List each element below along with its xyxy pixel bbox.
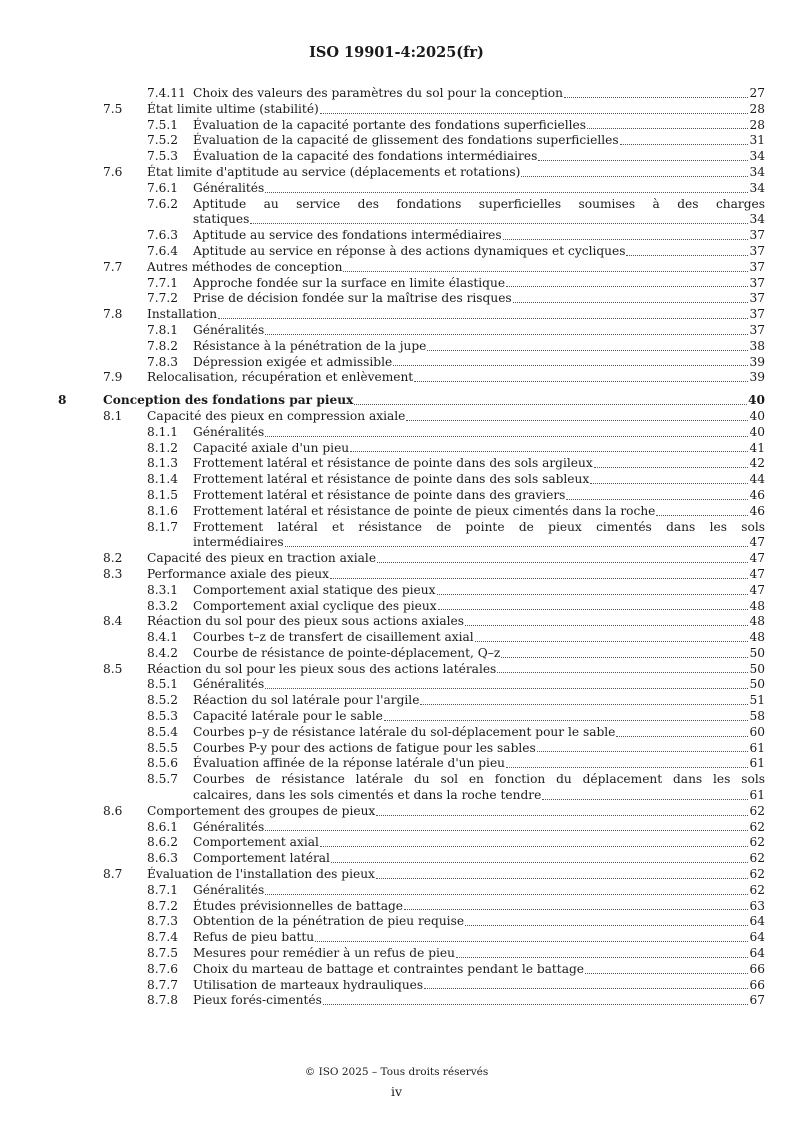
toc-entry-page: 27	[749, 86, 765, 100]
dot-leader	[465, 625, 748, 626]
toc-entry-page: 39	[749, 354, 765, 369]
toc-entry-number: 8.5.6	[147, 756, 179, 771]
toc-entry-page: 41	[749, 440, 765, 455]
toc-entry-title: Comportement axial cyclique des pieux	[193, 598, 437, 613]
dot-leader	[330, 578, 748, 579]
toc-entry-page: 37	[749, 307, 765, 322]
toc-entry-page: 62	[749, 835, 765, 850]
toc-entry-page: 66	[749, 961, 765, 976]
toc-entry-page: 28	[749, 117, 765, 132]
dot-leader	[506, 767, 748, 768]
toc-entry-number: 8.7.3	[147, 914, 179, 929]
toc-entry[interactable]	[0, 614, 793, 630]
toc-entry-page: 50	[749, 661, 765, 676]
toc-entry[interactable]	[0, 914, 793, 930]
toc-entry-page: 47	[749, 566, 765, 581]
dot-leader	[343, 271, 748, 272]
toc-entry-page: 47	[749, 535, 765, 550]
page-number: iv	[390, 1084, 403, 1099]
toc-entry-page: 67	[749, 993, 765, 1008]
toc-entry-title: Généralités	[193, 819, 265, 834]
toc-entry-number: 7.6.3	[147, 228, 179, 243]
toc-entry-title: Capacité des pieux en traction axiale	[147, 551, 377, 566]
toc-entry-title: Aptitude au service des fondations intermédiaires	[193, 228, 502, 243]
toc-entry-page: 62	[749, 851, 765, 866]
toc-entry-number: 7.8.2	[147, 338, 179, 353]
toc-entry-number: 7.7	[103, 259, 123, 274]
toc-entry-title: Pieux forés-cimentés	[193, 993, 322, 1008]
toc-entry-page: 62	[749, 803, 765, 818]
toc-entry-title: État limite ultime (stabilité)	[147, 101, 319, 116]
toc-entry-page: 46	[749, 503, 765, 518]
toc-entry-title: Capacité des pieux en compression axiale	[147, 408, 406, 423]
toc-entry-page: 37	[749, 291, 765, 306]
toc-entry-number: 7.8	[103, 307, 123, 322]
toc-entry-number: 7.8.1	[147, 322, 179, 337]
toc-entry-page: 61	[749, 740, 765, 755]
dot-leader	[265, 192, 748, 193]
toc-entry-title: Approche fondée sur la surface en limite élastique	[193, 275, 506, 290]
dot-leader	[456, 957, 749, 958]
toc-entry-number: 8.7.5	[147, 946, 179, 961]
toc-entry[interactable]	[0, 993, 793, 1009]
toc-entry-title: Réaction du sol latérale pour l'argile	[193, 693, 420, 708]
toc-entry-number: 8.4.2	[147, 645, 179, 660]
dot-leader	[331, 862, 749, 863]
toc-entry-number: 8.7.4	[147, 930, 179, 945]
toc-entry[interactable]	[0, 133, 793, 149]
dot-leader	[250, 223, 748, 224]
dot-leader	[265, 436, 748, 437]
dot-leader	[566, 499, 748, 500]
toc-entry[interactable]	[0, 307, 793, 323]
dot-leader	[285, 546, 749, 547]
dot-leader	[501, 657, 748, 658]
toc-entry-title: Comportement des groupes de pieux	[147, 803, 376, 818]
toc-entry-title: Courbes de résistance latérale du sol en fonction du déplacement dans les sols	[193, 772, 765, 787]
toc-entry-title: Évaluation de l'installation des pieux	[147, 867, 375, 882]
toc-entry-number: 7.4.11	[147, 86, 186, 100]
dot-leader	[265, 894, 748, 895]
dot-leader	[323, 1004, 749, 1005]
toc-entry-number: 8	[58, 393, 67, 408]
toc-entry-page: 48	[749, 598, 765, 613]
toc-entry[interactable]	[0, 118, 793, 134]
toc-entry-page: 61	[749, 756, 765, 771]
toc-entry-page: 62	[749, 819, 765, 834]
toc-entry-title: Généralités	[193, 882, 265, 897]
toc-entry[interactable]	[0, 291, 793, 307]
toc-entry-page: 61	[749, 788, 765, 803]
toc-entry[interactable]	[0, 181, 793, 197]
toc-entry-number: 7.5.1	[147, 117, 179, 132]
toc-entry[interactable]	[0, 978, 793, 994]
toc-entry-number: 7.6	[103, 164, 123, 179]
toc-entry[interactable]	[0, 772, 793, 804]
toc-entry-page: 37	[749, 259, 765, 274]
toc-entry[interactable]	[0, 228, 793, 244]
toc-entry-number: 8.3.1	[147, 582, 179, 597]
toc-entry-number: 8.6.2	[147, 835, 179, 850]
toc-entry[interactable]	[0, 520, 793, 552]
toc-entry-title: Aptitude au service des fondations superficielles soumises à des charges	[193, 196, 765, 211]
dot-leader	[265, 688, 748, 689]
dot-leader	[521, 176, 748, 177]
dot-leader	[465, 925, 748, 926]
toc-entry-number: 8.7	[103, 867, 123, 882]
toc-entry-title: Évaluation de la capacité portante des fondations superficielles	[193, 117, 586, 132]
document-header: ISO 19901-4:2025(fr)	[309, 44, 484, 61]
toc-entry-title: Obtention de la pénétration de pieu requise	[193, 914, 465, 929]
toc-entry[interactable]	[0, 867, 793, 883]
toc-entry-title: Généralités	[193, 322, 265, 337]
toc-entry-number: 8.1.6	[147, 503, 179, 518]
toc-entry-title: statiques	[193, 212, 250, 227]
toc-entry[interactable]	[0, 709, 793, 725]
toc-entry-number: 8.3.2	[147, 598, 179, 613]
toc-entry-page: 47	[749, 582, 765, 597]
toc-entry[interactable]	[0, 583, 793, 599]
dot-leader	[376, 878, 749, 879]
toc-entry-number: 8.6.1	[147, 819, 179, 834]
toc-entry[interactable]	[0, 725, 793, 741]
toc-entry-number: 8.4.1	[147, 630, 179, 645]
toc-entry[interactable]	[0, 693, 793, 709]
toc-entry-title: Comportement latéral	[193, 851, 330, 866]
dot-leader	[315, 941, 748, 942]
dot-leader	[406, 420, 748, 421]
dot-leader	[538, 160, 748, 161]
toc-entry-number: 8.5	[103, 661, 123, 676]
toc-entry-number: 8.5.1	[147, 677, 179, 692]
toc-entry-title: Aptitude au service en réponse à des actions dynamiques et cycliques	[193, 243, 626, 258]
toc-entry-title: Généralités	[193, 677, 265, 692]
toc-entry-title: Dépression exigée et admissible	[193, 354, 393, 369]
toc-entry[interactable]	[0, 165, 793, 181]
toc-entry[interactable]	[0, 456, 793, 472]
dot-leader	[513, 302, 749, 303]
toc-entry-title: Généralités	[193, 424, 265, 439]
toc-entry[interactable]	[0, 567, 793, 583]
dot-leader	[218, 318, 748, 319]
dot-leader	[656, 515, 748, 516]
toc-entry-number: 8.1.7	[147, 519, 179, 534]
toc-entry[interactable]	[0, 488, 793, 504]
dot-leader	[420, 704, 748, 705]
toc-entry-number: 7.6.4	[147, 243, 179, 258]
toc-entry-number: 8.7.6	[147, 961, 179, 976]
toc-entry-title: Relocalisation, récupération et enlèvement	[147, 370, 414, 385]
toc-entry-page: 63	[749, 898, 765, 913]
toc-entry-title: Courbes t–z de transfert de cisaillement axial	[193, 630, 474, 645]
table-of-contents	[0, 86, 793, 1009]
dot-leader	[427, 350, 748, 351]
toc-entry-number: 8.5.3	[147, 709, 179, 724]
toc-entry[interactable]	[0, 756, 793, 772]
toc-entry[interactable]	[0, 260, 793, 276]
dot-leader	[377, 562, 748, 563]
toc-entry-number: 8.2	[103, 551, 123, 566]
toc-entry-title: Installation	[147, 307, 218, 322]
dot-leader	[376, 815, 748, 816]
dot-leader	[497, 672, 748, 673]
toc-entry-number: 8.1.5	[147, 487, 179, 502]
toc-entry-page: 51	[749, 693, 765, 708]
toc-entry-number: 7.6.2	[147, 196, 179, 211]
toc-entry[interactable]	[0, 102, 793, 118]
dot-leader	[564, 97, 749, 98]
toc-entry-title: Courbe de résistance de pointe-déplacement, Q–z	[193, 645, 501, 660]
toc-entry-page: 58	[749, 709, 765, 724]
dot-leader	[475, 641, 749, 642]
dot-leader	[620, 144, 749, 145]
toc-entry[interactable]	[0, 962, 793, 978]
toc-entry[interactable]	[0, 899, 793, 915]
toc-entry[interactable]	[0, 930, 793, 946]
toc-entry-title: Frottement latéral et résistance de pointe de pieux cimentés dans la roche	[193, 503, 656, 518]
toc-entry[interactable]	[0, 244, 793, 260]
toc-entry-number: 8.3	[103, 566, 123, 581]
toc-entry-title: Frottement latéral et résistance de pointe dans des sols sableux	[193, 472, 590, 487]
dot-leader	[424, 988, 748, 989]
toc-entry-title: Performance axiale des pieux	[147, 566, 330, 581]
toc-entry-number: 8.5.4	[147, 724, 179, 739]
toc-entry-number: 8.5.2	[147, 693, 179, 708]
toc-entry-title: Réaction du sol pour des pieux sous actions axiales	[147, 614, 465, 629]
toc-entry-number: 8.1.4	[147, 472, 179, 487]
toc-entry-title: Évaluation de la capacité des fondations intermédiaires	[193, 149, 538, 164]
toc-entry-title: Prise de décision fondée sur la maîtrise des risques	[193, 291, 512, 306]
toc-entry-page: 31	[749, 133, 765, 148]
toc-entry-number: 8.1	[103, 408, 123, 423]
toc-entry[interactable]	[0, 441, 793, 457]
toc-entry-title: État limite d'aptitude au service (déplacements et rotations)	[147, 164, 521, 179]
toc-entry-title: Autres méthodes de conception	[147, 259, 343, 274]
toc-entry-title: Études prévisionnelles de battage	[193, 898, 403, 913]
toc-entry[interactable]	[0, 86, 793, 102]
toc-entry-number: 8.6.3	[147, 851, 179, 866]
toc-entry-title: Courbes P-y pour des actions de fatigue pour les sables	[193, 740, 536, 755]
dot-leader	[587, 128, 749, 129]
toc-entry[interactable]	[0, 370, 793, 386]
dot-leader	[354, 404, 747, 405]
toc-entry-page: 40	[749, 408, 765, 423]
copyright-footer: © ISO 2025 – Tous droits réservés	[304, 1066, 489, 1078]
toc-entry[interactable]	[0, 946, 793, 962]
toc-entry-title: Frottement latéral et résistance de pointe dans des graviers	[193, 487, 566, 502]
dot-leader	[414, 381, 748, 382]
dot-leader	[320, 846, 749, 847]
toc-entry-page: 47	[749, 551, 765, 566]
toc-entry[interactable]	[0, 197, 793, 229]
toc-entry[interactable]	[0, 835, 793, 851]
toc-entry-number: 7.7.2	[147, 291, 179, 306]
toc-entry-title: Conception des fondations par pieux	[103, 393, 354, 408]
dot-leader	[265, 830, 748, 831]
toc-entry-title: Capacité latérale pour le sable	[193, 709, 383, 724]
toc-entry-title: Refus de pieu battu	[193, 930, 315, 945]
toc-entry-number: 8.5.5	[147, 740, 179, 755]
toc-entry-number: 8.7.7	[147, 977, 179, 992]
toc-entry-title: Comportement axial	[193, 835, 319, 850]
toc-entry-page: 50	[749, 645, 765, 660]
toc-entry-page: 64	[749, 914, 765, 929]
toc-entry-title: Choix du marteau de battage et contraintes pendant le battage	[193, 961, 584, 976]
dot-leader	[506, 286, 748, 287]
toc-entry-number: 7.5.2	[147, 133, 179, 148]
toc-entry-page: 62	[749, 882, 765, 897]
toc-entry-page: 62	[749, 867, 765, 882]
toc-entry[interactable]	[0, 149, 793, 165]
toc-entry-page: 39	[749, 370, 765, 385]
toc-entry[interactable]	[0, 646, 793, 662]
toc-entry-number: 8.1.1	[147, 424, 179, 439]
dot-leader	[616, 736, 748, 737]
toc-entry-title: Frottement latéral et résistance de pointe de pieux cimentés dans les sols	[193, 519, 765, 534]
toc-entry-number: 7.7.1	[147, 275, 179, 290]
dot-leader	[594, 467, 749, 468]
toc-entry-page: 28	[749, 101, 765, 116]
toc-entry[interactable]	[0, 355, 793, 371]
dot-leader	[503, 239, 749, 240]
toc-entry-title: Choix des valeurs des paramètres du sol pour la conception	[193, 86, 563, 100]
toc-entry-number: 7.5	[103, 101, 123, 116]
toc-entry[interactable]	[0, 551, 793, 567]
dot-leader	[437, 594, 749, 595]
toc-entry-title: Réaction du sol pour les pieux sous des actions latérales	[147, 661, 497, 676]
toc-entry-page: 64	[749, 930, 765, 945]
toc-entry[interactable]	[0, 472, 793, 488]
toc-entry-title: intermédiaires	[193, 535, 284, 550]
toc-entry-page: 40	[748, 393, 765, 408]
toc-entry-title: calcaires, dans les sols cimentés et dans la roche tendre	[193, 788, 542, 803]
toc-entry-title: Frottement latéral et résistance de pointe dans des sols argileux	[193, 456, 593, 471]
toc-entry-number: 7.6.1	[147, 180, 179, 195]
toc-entry[interactable]	[0, 820, 793, 836]
toc-entry-number: 8.6	[103, 803, 123, 818]
toc-entry[interactable]	[0, 662, 793, 678]
toc-entry-page: 46	[749, 487, 765, 502]
dot-leader	[265, 334, 748, 335]
toc-entry-title: Capacité axiale d'un pieu	[193, 440, 350, 455]
toc-entry-page: 40	[749, 424, 765, 439]
toc-entry[interactable]	[0, 851, 793, 867]
toc-entry-page: 66	[749, 977, 765, 992]
toc-entry-page: 60	[749, 724, 765, 739]
toc-entry-title: Évaluation de la capacité de glissement des fondations superficielles	[193, 133, 619, 148]
toc-entry[interactable]	[0, 276, 793, 292]
dot-leader	[537, 751, 749, 752]
toc-entry-page: 42	[749, 456, 765, 471]
dot-leader	[542, 799, 748, 800]
toc-entry-title: Comportement axial statique des pieux	[193, 582, 436, 597]
toc-entry-number: 7.5.3	[147, 149, 179, 164]
toc-entry-page: 34	[749, 164, 765, 179]
toc-entry-page: 37	[749, 228, 765, 243]
toc-entry-title: Mesures pour remédier à un refus de pieu	[193, 946, 455, 961]
toc-entry-title: Résistance à la pénétration de la jupe	[193, 338, 427, 353]
toc-entry[interactable]	[0, 741, 793, 757]
toc-entry-title: Courbes p–y de résistance latérale du sol-déplacement pour le sable	[193, 724, 616, 739]
dot-leader	[384, 720, 749, 721]
toc-entry[interactable]	[0, 599, 793, 615]
toc-entry-page: 34	[749, 149, 765, 164]
toc-entry-page: 37	[749, 275, 765, 290]
toc-entry-page: 37	[749, 322, 765, 337]
dot-leader	[585, 973, 748, 974]
toc-entry-number: 8.7.8	[147, 993, 179, 1008]
toc-entry[interactable]	[0, 504, 793, 520]
toc-entry-page: 44	[749, 472, 765, 487]
toc-entry-number: 8.7.1	[147, 882, 179, 897]
toc-entry-page: 64	[749, 946, 765, 961]
dot-leader	[590, 483, 748, 484]
toc-entry[interactable]	[0, 323, 793, 339]
toc-entry-page: 34	[749, 180, 765, 195]
toc-entry-title: Utilisation de marteaux hydrauliques	[193, 977, 424, 992]
dot-leader	[438, 609, 749, 610]
toc-entry[interactable]	[0, 393, 793, 409]
toc-entry-number: 8.4	[103, 614, 123, 629]
toc-entry-title: Évaluation affinée de la réponse latérale d'un pieu	[193, 756, 506, 771]
toc-entry-page: 37	[749, 243, 765, 258]
toc-entry-number: 8.1.3	[147, 456, 179, 471]
toc-entry-number: 8.1.2	[147, 440, 179, 455]
toc-entry[interactable]	[0, 409, 793, 425]
toc-entry-page: 34	[749, 212, 765, 227]
toc-entry-number: 8.7.2	[147, 898, 179, 913]
dot-leader	[626, 255, 748, 256]
toc-entry[interactable]	[0, 339, 793, 355]
toc-entry-page: 48	[749, 614, 765, 629]
toc-entry[interactable]	[0, 425, 793, 441]
dot-leader	[393, 365, 748, 366]
toc-entry-number: 7.8.3	[147, 354, 179, 369]
toc-entry[interactable]	[0, 677, 793, 693]
toc-entry[interactable]	[0, 883, 793, 899]
toc-entry-number: 8.5.7	[147, 772, 179, 787]
toc-entry-page: 48	[749, 630, 765, 645]
dot-leader	[320, 113, 749, 114]
toc-entry[interactable]	[0, 630, 793, 646]
dot-leader	[350, 451, 748, 452]
toc-entry-page: 38	[749, 338, 765, 353]
toc-entry[interactable]	[0, 804, 793, 820]
toc-entry-title: Généralités	[193, 180, 265, 195]
dot-leader	[404, 909, 749, 910]
toc-entry-number: 7.9	[103, 370, 123, 385]
toc-entry-page: 50	[749, 677, 765, 692]
